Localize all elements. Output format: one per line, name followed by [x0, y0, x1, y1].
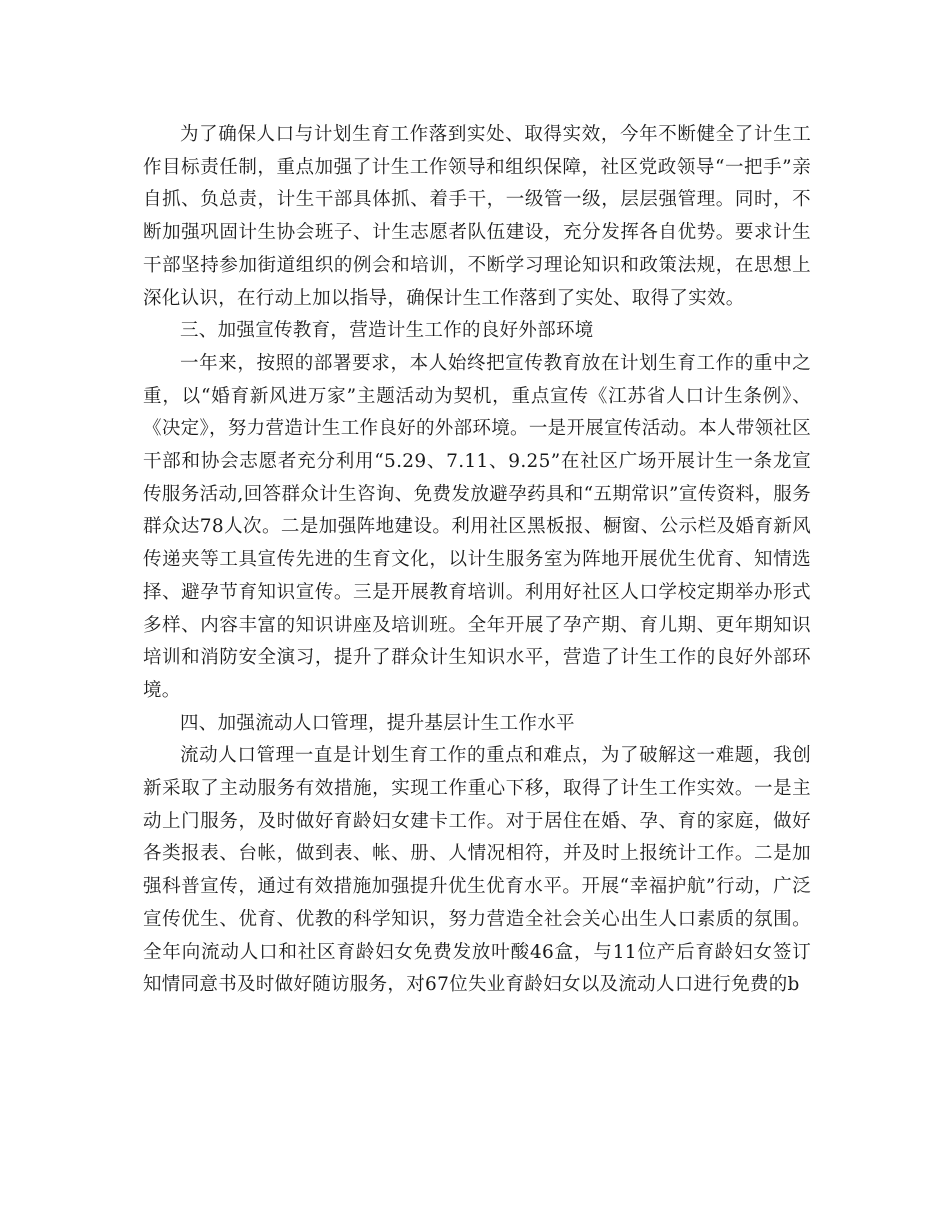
section-heading-floating-population: 四、加强流动人口管理，提升基层计生工作水平 — [180, 712, 575, 734]
paragraph-floating-population: 流动人口管理一直是计划生育工作的重点和难点，为了破解这一难题，我创新采取了主动服务有效措施，实现工作重心下移，取得了计生工作实效。一是主动上门服务，及时做好育龄妇女建卡工作。对于居住在婚、孕、育的家庭，做好各类报表、台帐，做到表、帐、册、人情况相符，并及时上报统计工作。二是加强科普宣传，通过有效措施加强提升优生优育水平。开展“幸福护航”行动，广泛宣传优生、优育、优教的科学知识，努力营造全社会关心出生人口素质的氛围。全年向流动人口和社区育龄妇女免费发放叶酸46盒，与11位产后育龄妇女签订知情同意书及时做好随访服务，对67位失业育龄妇女以及流动人口进行免费的b — [143, 745, 811, 996]
paragraph-responsibility: 为了确保人口与计划生育工作落到实处、取得实效，今年不断健全了计生工作目标责任制，重点加强了计生工作领导和组织保障，社区党政领导“一把手”亲自抓、负总责，计生干部具体抓、着手干，一级管一级，层层强管理。同时，不断加强巩固计生协会班子、计生志愿者队伍建设，充分发挥各自优势。要求计生干部坚持参加街道组织的例会和培训，不断学习理论知识和政策法规，在思想上深化认识，在行动上加以指导，确保计生工作落到了实处、取得了实效。 — [143, 124, 811, 309]
document-body — [143, 119, 811, 1002]
section-heading-publicity: 三、加强宣传教育，营造计生工作的良好外部环境 — [180, 320, 594, 342]
paragraph-publicity: 一年来，按照的部署要求，本人始终把宣传教育放在计划生育工作的重中之重，以“婚育新风进万家”主题活动为契机，重点宣传《江苏省人口计生条例》、《决定》，努力营造计生工作良好的外部环境。一是开展宣传活动。本人带领社区干部和协会志愿者充分利用“5.29、7.11、9.25”在社区广场开展计生一条龙宣传服务活动,回答群众计生咨询、免费发放避孕药具和“五期常识”宣传资料，服务群众达78人次。二是加强阵地建设。利用社区黑板报、橱窗、公示栏及婚育新风传递夹等工具宣传先进的生育文化，以计生服务室为阵地开展优生优育、知情选择、避孕节育知识宣传。三是开展教育培训。利用好社区人口学校定期举办形式多样、内容丰富的知识讲座及培训班。全年开展了孕产期、育儿期、更年期知识培训和消防安全演习，提升了群众计生知识水平，营造了计生工作的良好外部环境。 — [143, 352, 811, 701]
